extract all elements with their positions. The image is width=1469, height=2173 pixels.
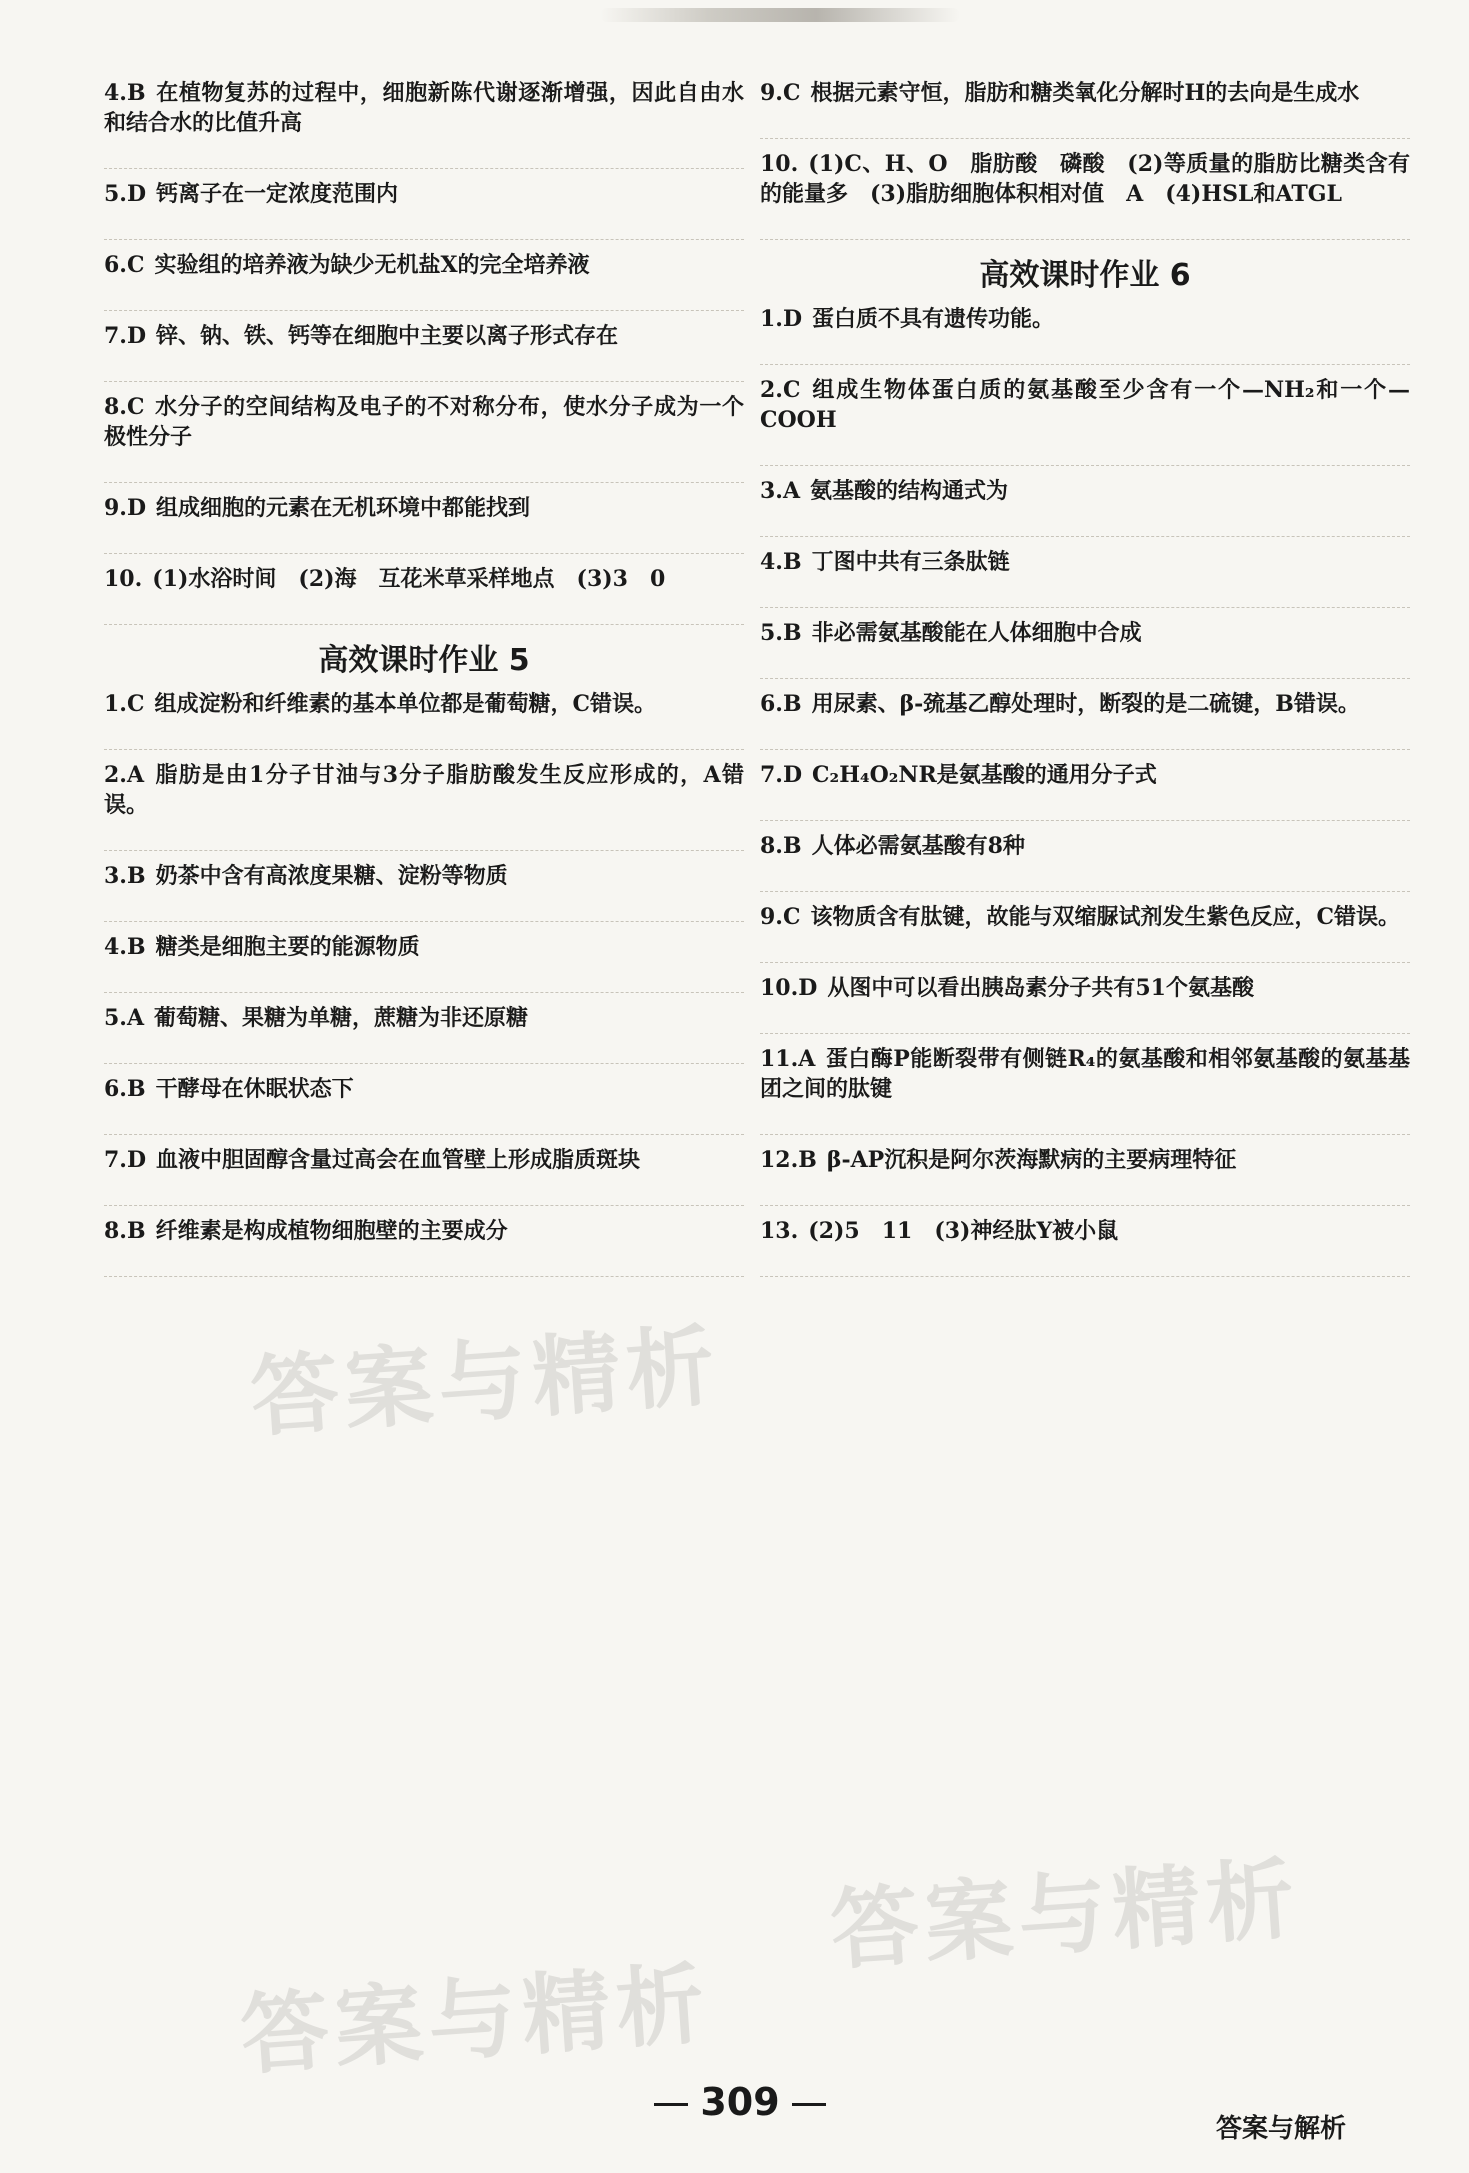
answer-number: 10.: [760, 151, 799, 177]
answer-text: 该物质含有肽键，故能与双缩脲试剂发生紫色反应，C错误。: [810, 904, 1400, 930]
left-answers-prior: [104, 78, 744, 625]
answer-item: [104, 1074, 744, 1135]
answer-item: [104, 1216, 744, 1277]
answer-item: [760, 78, 1410, 139]
answer-continuation: [104, 962, 744, 993]
answer-continuation: [104, 820, 744, 851]
answer-number: 12.B: [760, 1147, 817, 1173]
answer-continuation: [104, 1033, 744, 1064]
answer-continuation: [760, 577, 1410, 608]
answer-continuation: [760, 209, 1410, 240]
answer-continuation: [104, 280, 744, 311]
answer-number: 2.C: [760, 377, 801, 403]
answer-item: [104, 392, 744, 483]
answer-number: 5.B: [760, 620, 802, 646]
answer-continuation: [104, 138, 744, 169]
answer-item: [104, 689, 744, 750]
answer-item: [760, 618, 1410, 679]
answer-text: C₂H₄O₂NR是氨基酸的通用分子式: [812, 762, 1157, 788]
left-column: [104, 78, 744, 1287]
answer-item: [760, 375, 1410, 466]
answer-text: 从图中可以看出胰岛素分子共有51个氨基酸: [827, 975, 1254, 1001]
answer-continuation: [104, 351, 744, 382]
answer-text: 葡萄糖、果糖为单糖，蔗糖为非还原糖: [154, 1005, 529, 1031]
answer-text: 血液中胆固醇含量过高会在血管壁上形成脂质斑块: [156, 1147, 641, 1173]
answer-number: 7.D: [760, 762, 803, 788]
watermark: 答案与精析: [827, 1846, 1304, 1983]
right-answers-section-6: [760, 304, 1410, 1277]
right-answers-section-5-end: [760, 78, 1410, 240]
footer-label: 答案与解析: [1216, 2114, 1347, 2144]
answer-continuation: [760, 790, 1410, 821]
answer-text: 锌、钠、铁、钙等在细胞中主要以离子形式存在: [156, 323, 619, 349]
answer-text: β-AP沉积是阿尔茨海默病的主要病理特征: [826, 1147, 1237, 1173]
watermark: 答案与精析: [247, 1313, 724, 1450]
answer-item: [104, 564, 744, 625]
answer-text: 水分子的空间结构及电子的不对称分布，使水分子成为一个极性分子: [104, 394, 744, 450]
answer-text: (1)C、H、O 脂肪酸 磷酸 (2)等质量的脂肪比糖类含有的能量多 (3)脂肪细胞体积相对值 A (4)HSL和ATGL: [760, 151, 1410, 207]
answer-continuation: [760, 108, 1410, 139]
answer-item: [760, 831, 1410, 892]
answer-number: 1.D: [760, 306, 803, 332]
answer-number: 5.A: [104, 1005, 145, 1031]
answer-item: [760, 760, 1410, 821]
answer-continuation: [104, 1104, 744, 1135]
answer-text: 钙离子在一定浓度范围内: [156, 181, 399, 207]
answer-item: [760, 689, 1410, 750]
answer-item: [760, 1216, 1410, 1277]
answer-item: [760, 476, 1410, 537]
answer-number: 9.C: [760, 80, 801, 106]
answer-continuation: [104, 891, 744, 922]
answer-item: [104, 760, 744, 851]
section-title-5: 高效课时作业 5: [318, 643, 530, 678]
answer-item: [760, 1145, 1410, 1206]
answer-text: 糖类是细胞主要的能源物质: [155, 934, 420, 960]
answer-text: 蛋白质不具有遗传功能。: [812, 306, 1055, 332]
answer-text: 实验组的培养液为缺少无机盐X的完全培养液: [154, 252, 590, 278]
answer-continuation: [104, 594, 744, 625]
answer-number: 6.B: [104, 1076, 146, 1102]
answer-number: 8.B: [760, 833, 802, 859]
answer-text: 非必需氨基酸能在人体细胞中合成: [811, 620, 1142, 646]
answer-item: [760, 1044, 1410, 1135]
answer-text: 奶茶中含有高浓度果糖、淀粉等物质: [155, 863, 508, 889]
answer-text: (1)水浴时间 (2)海 互花米草采样地点 (3)3 0: [152, 566, 666, 592]
page-number: 309: [620, 2080, 860, 2124]
answer-item: [760, 149, 1410, 240]
answer-text: 干酵母在休眠状态下: [155, 1076, 354, 1102]
answer-continuation: [104, 1246, 744, 1277]
answer-continuation: [760, 506, 1410, 537]
answer-text: 用尿素、β-巯基乙醇处理时，断裂的是二硫键，B错误。: [811, 691, 1360, 717]
answer-continuation: [760, 1246, 1410, 1277]
answer-item: [104, 932, 744, 993]
answer-number: 1.C: [104, 691, 145, 717]
answer-continuation: [104, 209, 744, 240]
section-title-6: 高效课时作业 6: [979, 258, 1191, 293]
answer-continuation: [760, 861, 1410, 892]
answer-number: 3.B: [104, 863, 146, 889]
answer-number: 4.B: [104, 934, 146, 960]
answer-continuation: [104, 1175, 744, 1206]
answer-number: 8.C: [104, 394, 145, 420]
answer-text: 丁图中共有三条肽链: [811, 549, 1010, 575]
answer-number: 5.D: [104, 181, 147, 207]
answer-continuation: [104, 452, 744, 483]
answer-text: 组成淀粉和纤维素的基本单位都是葡萄糖，C错误。: [154, 691, 656, 717]
answer-text: 氨基酸的结构通式为: [810, 478, 1009, 504]
right-column: [760, 78, 1410, 1287]
answer-number: 9.C: [760, 904, 801, 930]
answer-item: [104, 179, 744, 240]
answer-continuation: [760, 648, 1410, 679]
answer-item: [104, 321, 744, 382]
answer-continuation: [760, 1104, 1410, 1135]
answer-item: [760, 902, 1410, 963]
answer-item: [104, 78, 744, 169]
answer-number: 9.D: [104, 495, 147, 521]
answer-continuation: [760, 334, 1410, 365]
scan-edge-mark: [600, 8, 960, 22]
answer-number: 8.B: [104, 1218, 146, 1244]
answer-text: 纤维素是构成植物细胞壁的主要成分: [155, 1218, 508, 1244]
answer-item: [760, 973, 1410, 1034]
answer-text: 组成细胞的元素在无机环境中都能找到: [156, 495, 531, 521]
answer-continuation: [760, 435, 1410, 466]
answer-text: 蛋白酶P能断裂带有侧链R₄的氨基酸和相邻氨基酸的氨基基团之间的肽键: [760, 1046, 1410, 1102]
answer-text: 脂肪是由1分子甘油与3分子脂肪酸发生反应形成的，A错误。: [104, 762, 744, 818]
answer-number: 6.B: [760, 691, 802, 717]
answer-text: 组成生物体蛋白质的氨基酸至少含有一个—NH₂和一个—COOH: [760, 377, 1410, 433]
answer-number: 10.: [104, 566, 143, 592]
answer-item: [760, 304, 1410, 365]
answer-item: [104, 250, 744, 311]
left-answers-section-5: [104, 689, 744, 1277]
answer-continuation: [760, 719, 1410, 750]
answer-number: 6.C: [104, 252, 145, 278]
answer-text: 根据元素守恒，脂肪和糖类氧化分解时H的去向是生成水: [810, 80, 1360, 106]
answer-text: (2)5 11 (3)神经肽Y被小鼠: [808, 1218, 1119, 1244]
answer-number: 10.D: [760, 975, 818, 1001]
watermark: 答案与精析: [237, 1951, 714, 2088]
answer-continuation: [760, 932, 1410, 963]
answer-number: 11.A: [760, 1046, 816, 1072]
answer-item: [760, 547, 1410, 608]
answer-number: 3.A: [760, 478, 801, 504]
answer-number: 4.B: [760, 549, 802, 575]
answer-continuation: [104, 719, 744, 750]
answer-number: 2.A: [104, 762, 145, 788]
answer-number: 4.B: [104, 80, 146, 106]
answer-text: 人体必需氨基酸有8种: [811, 833, 1025, 859]
answer-number: 7.D: [104, 323, 147, 349]
answer-continuation: [760, 1003, 1410, 1034]
answer-number: 7.D: [104, 1147, 147, 1173]
answer-text: 在植物复苏的过程中，细胞新陈代谢逐渐增强，因此自由水和结合水的比值升高: [104, 80, 744, 136]
answer-number: 13.: [760, 1218, 799, 1244]
answer-item: [104, 1145, 744, 1206]
answer-continuation: [760, 1175, 1410, 1206]
answer-item: [104, 861, 744, 922]
answer-continuation: [104, 523, 744, 554]
answer-item: [104, 493, 744, 554]
answer-item: [104, 1003, 744, 1064]
